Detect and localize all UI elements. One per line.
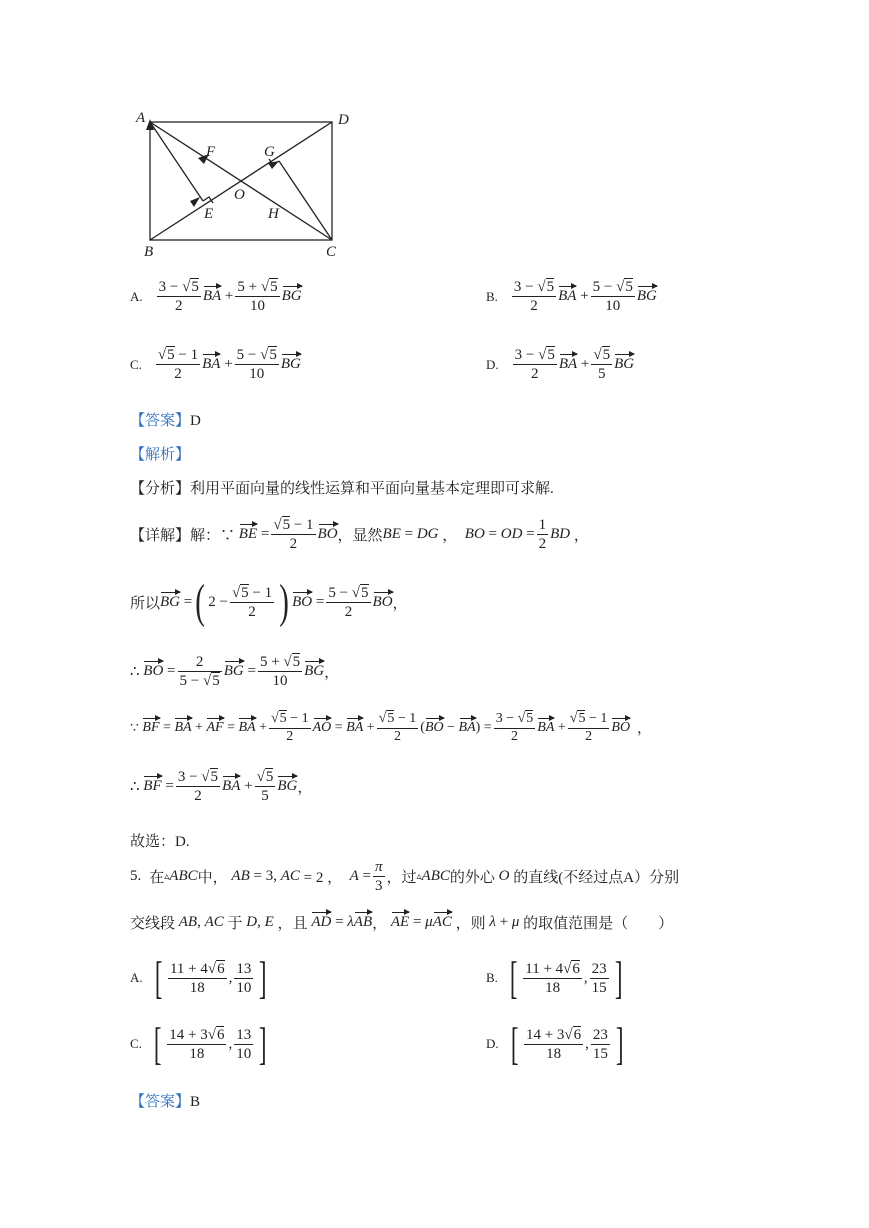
fenxi-tag: 【分析】 <box>130 481 191 497</box>
q5-answer-value: B <box>190 1094 201 1110</box>
fenxi-text: 利用平面向量的线性运算和平面向量基本定理即可求解. <box>190 481 554 497</box>
q5-text-10: 的取值范围是（ ） <box>523 916 674 932</box>
label-F: F <box>206 144 216 160</box>
q5-text-7: 于 <box>227 916 243 932</box>
q4-option-b-label: B. <box>486 288 498 304</box>
detail-line-4: ∵ BF = BA + AF = BA + $\frac{√5 - 1}{2}$ AO = BA + $\frac{√5 - 1}{2}$ ( BO − BA ) = $\frac{3 - √5}{2}$ BA + $\frac{√5 - 1}{2}$ BO ， <box>130 711 652 744</box>
q5-line-1: 5. 在 ▵ ABC 中， AB = 3, AC = 2 ， A = $\frac{\pi}{3}$ ，过 ▵ ABC 的外心 O 的直线(不经过点A）分别 <box>130 859 680 894</box>
label-C: C <box>326 244 337 260</box>
guxuan-line: 故选：D. <box>130 834 190 850</box>
label-E: E <box>204 206 214 222</box>
detail-mid: ，显然 <box>337 528 383 544</box>
label-H: H <box>268 206 279 222</box>
q5-text-4: 的外心 <box>449 870 495 886</box>
q5-text-8: ，且 <box>277 916 308 932</box>
q5-number: 5. <box>130 868 142 884</box>
q4-option-a-label: A. <box>130 288 143 304</box>
detail-line-5: ∴ BF = $\frac{3 - √5}{2}$ BA + $\frac{√5}{5}$ BG ， <box>130 769 313 804</box>
q5-text-6: 交线段 <box>130 916 176 932</box>
detail-tag: 【详解】 <box>130 528 191 544</box>
q4-option-b: B. $\frac{3 - √5}{2}$ BA + $\frac{5 - √5}{10}$ BG <box>486 279 657 314</box>
detail-intro: 解：∵ <box>190 528 236 544</box>
q4-option-d-label: D. <box>486 356 499 372</box>
detail-line-3: ∴ BO = $\frac{2}{5 - √5}$ BG = $\frac{5 + √5}{10}$ BG ， <box>130 654 340 689</box>
q5-option-b: B. [ $\frac{11 + 4√6}{18}$ , $\frac{23}{15}$ ] <box>486 952 623 1003</box>
q4-option-c: C. $\frac{√5 - 1}{2}$ BA + $\frac{5 - √5}{10}$ BG <box>130 347 301 382</box>
q5-option-d: D. [ $\frac{14 + 3√6}{18}$ , $\frac{23}{15}$ ] <box>486 1018 624 1069</box>
q4-option-c-label: C. <box>130 356 142 372</box>
q4-option-d: D. $\frac{3 - √5}{2}$ BA + $\frac{√5}{5}$ BG <box>486 347 635 382</box>
label-G: G <box>264 144 275 160</box>
detail-line-1: 【详解】 解：∵ BE = $\frac{√5 - 1}{2}$ BO ，显然 BE = DG ， BO = OD = $\frac{1}{2}$ BD ， <box>130 517 589 552</box>
q5-option-a-label: A. <box>130 970 143 985</box>
q5-text-5: 的直线(不经过点A）分别 <box>513 870 680 886</box>
q4-option-a: A. $\frac{3 - √5}{2}$ BA + $\frac{5 + √5}{10}$ BG <box>130 279 302 314</box>
q5-option-c-label: C. <box>130 1036 142 1051</box>
answer-value: D <box>190 413 201 429</box>
geometry-figure <box>130 105 370 265</box>
label-O: O <box>234 187 245 203</box>
label-A: A <box>136 110 146 126</box>
suoyi-text: 所以 <box>130 595 161 612</box>
q5-text-3: ，过 <box>386 870 417 886</box>
q5-option-d-label: D. <box>486 1036 499 1051</box>
q5-text-2: 中， <box>197 870 228 886</box>
q4-answer <box>130 409 201 430</box>
q5-text-9: ，则 <box>455 916 486 932</box>
q5-option-c: C. [ $\frac{14 + 3√6}{18}$ , $\frac{13}{10}$ ] <box>130 1018 267 1069</box>
q5-text-1: 在 <box>149 870 165 886</box>
label-B: B <box>144 244 154 260</box>
q5-line-2: 交线段 AB , AC 于 D , E ，且 AD = λ AB ， AE = μ AC ，则 λ + μ 的取值范围是（ ） <box>130 914 674 932</box>
answer-tag: 【答案】 <box>130 413 191 429</box>
q5-option-b-label: B. <box>486 970 498 985</box>
q5-answer <box>130 1090 200 1111</box>
q5-answer-tag: 【答案】 <box>130 1094 191 1110</box>
fenxi-line <box>130 477 554 498</box>
analysis-tag: 【解析】 <box>130 447 191 463</box>
detail-line-2: 所以 BG = ( 2 − $\frac{√5 - 1}{2}$ ) BO = $\frac{5 - √5}{2}$ BO ， <box>130 575 408 628</box>
label-D: D <box>338 112 349 128</box>
q5-option-a: A. [ $\frac{11 + 4√6}{18}$ , $\frac{13}{10}$ ] <box>130 952 267 1003</box>
